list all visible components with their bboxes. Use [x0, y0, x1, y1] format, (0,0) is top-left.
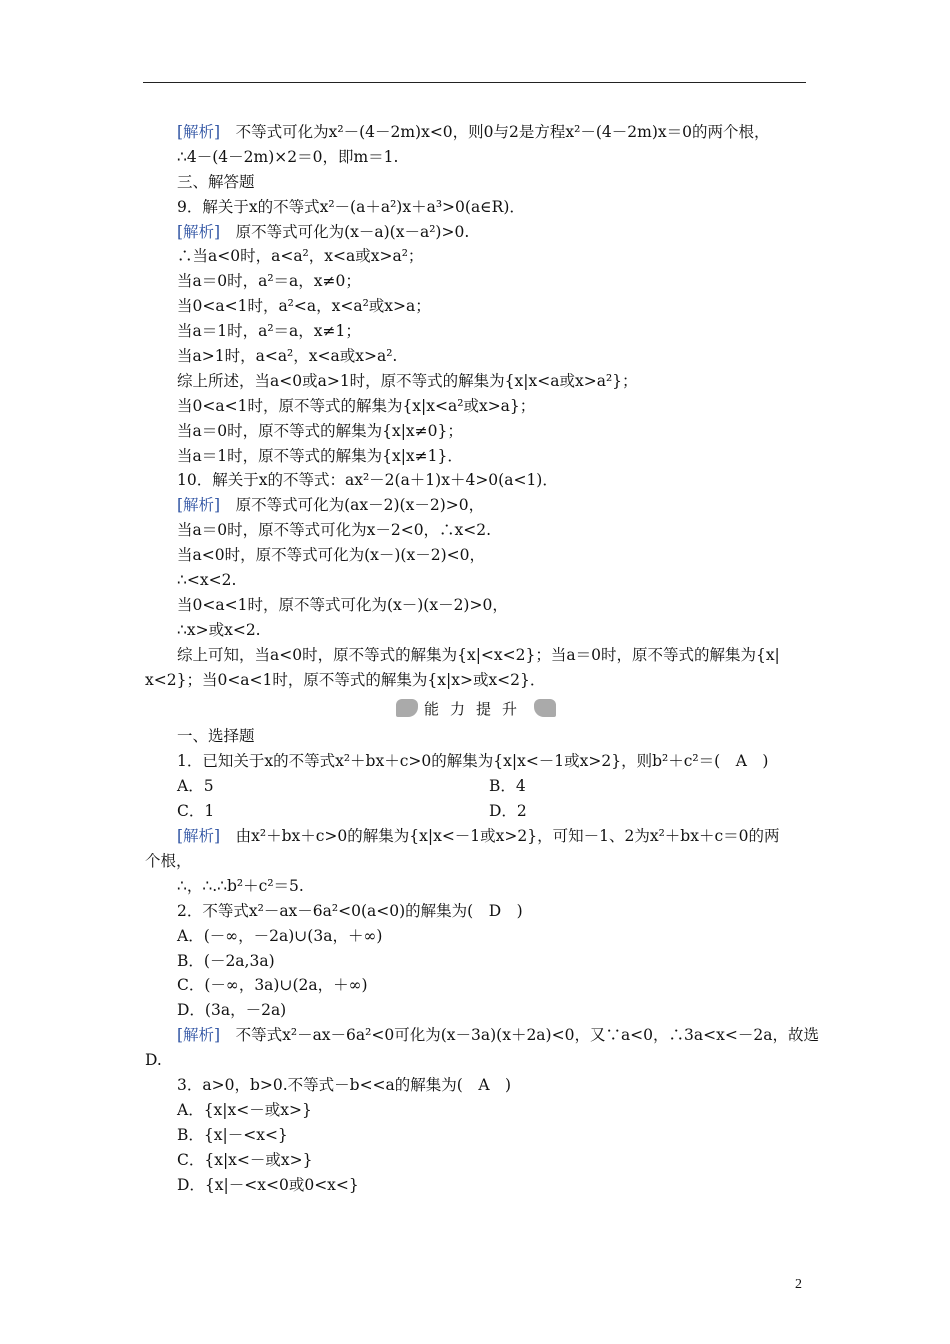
text-line: [145, 195, 807, 220]
text-line: [145, 493, 807, 518]
text-line: [145, 369, 807, 394]
line-text: 1．已知关于x的不等式x²＋bx＋c>0的解集为{x|x<－1或x>2}，则b²＋c²＝( A ): [177, 752, 769, 771]
text-line: [145, 170, 807, 195]
text-line: [145, 394, 807, 419]
line-text: ∴4－(4－2m)×2＝0，即m＝1.: [177, 147, 399, 166]
page-content: [145, 120, 819, 1197]
text-line: [145, 749, 807, 774]
text-line: [145, 120, 807, 145]
section-heading: [145, 692, 807, 724]
line-text: B．{x|－<x<}: [177, 1125, 288, 1144]
text-line: [145, 874, 807, 899]
text-line: [145, 618, 807, 643]
text-line: [145, 244, 807, 269]
line-text: 当0<a<1时，原不等式的解集为{x|x<a²或x>a}；: [177, 396, 536, 415]
line-text: 原不等式可化为(ax－2)(x－2)>0，: [220, 496, 485, 515]
analysis-tag: [解析]: [177, 1026, 221, 1045]
text-line: [145, 220, 807, 245]
option-row: [145, 799, 807, 824]
text-line: [145, 294, 807, 319]
analysis-tag: [解析]: [177, 827, 221, 846]
text-line: [145, 543, 807, 568]
line-text: C．{x|x<－或x>}: [177, 1150, 313, 1169]
line-text: C．(－∞，3a)∪(2a，＋∞): [177, 976, 368, 995]
line-text: 当0<a<1时，原不等式可化为(x－)(x－2)>0，: [177, 595, 508, 614]
text-line: [145, 319, 807, 344]
text-line: [145, 1048, 807, 1073]
analysis-tag: [解析]: [177, 222, 221, 241]
option-row: [145, 774, 807, 799]
text-line: [145, 973, 807, 998]
line-text: ∴<x<2.: [177, 571, 237, 590]
line-text: 不等式可化为x²－(4－2m)x<0，则0与2是方程x²－(4－2m)x＝0的两个根，: [220, 123, 770, 141]
line-text: 当0<a<1时，a²<a，x<a²或x>a；: [177, 297, 431, 316]
line-text: 个根，: [145, 851, 192, 870]
line-text: 9．解关于x的不等式x²－(a＋a²)x＋a³>0(a∈R)．: [177, 197, 525, 216]
line-text: 当a>1时，a<a²，x<a或x>a².: [177, 347, 398, 366]
line-text: 3．a>0，b>0.不等式－b<<a的解集为( A ): [177, 1075, 512, 1094]
line-text: 当a＝0时，a²＝a，x≠0；: [177, 272, 361, 291]
option: C．1: [177, 802, 215, 821]
line-text: D.: [145, 1051, 162, 1070]
line-text: A．{x|x<－或x>}: [177, 1100, 312, 1119]
line-text: 一、选择题: [177, 727, 255, 746]
text-line: [145, 593, 807, 618]
text-line: [145, 1023, 819, 1048]
line-text: 原不等式可化为(x－a)(x－a²)>0.: [220, 222, 470, 241]
text-line: [145, 668, 807, 693]
text-line: [145, 1148, 807, 1173]
open-quote-icon: [396, 699, 418, 717]
option: A．5: [177, 777, 214, 796]
line-text: 由x²＋bx＋c>0的解集为{x|x<－1或x>2}，可知－1、2为x²＋bx＋c＝0的两: [220, 827, 780, 846]
text-line: [145, 269, 807, 294]
text-line: [145, 568, 807, 593]
line-text: 10．解关于x的不等式：ax²－2(a＋1)x＋4>0(a<1)．: [177, 471, 558, 490]
line-text: 当a＝1时，a²＝a，x≠1；: [177, 322, 361, 341]
text-line: [145, 518, 807, 543]
option: D．2: [489, 802, 527, 821]
line-text: ∴当a<0时，a<a²，x<a或x>a²；: [177, 247, 424, 266]
text-line: [145, 824, 807, 849]
text-line: [145, 145, 807, 170]
text-line: [145, 899, 807, 924]
header-rule: [143, 82, 806, 83]
option: B．4: [489, 777, 526, 796]
line-text: A．(－∞，－2a)∪(3a，＋∞): [177, 926, 383, 945]
text-line: [145, 643, 807, 668]
line-text: 三、解答题: [177, 172, 255, 191]
line-text: 2．不等式x²－ax－6a²<0(a<0)的解集为( D ): [177, 901, 523, 920]
close-quote-icon: [534, 699, 556, 717]
analysis-tag: [解析]: [177, 496, 221, 515]
line-text: 当a＝0时，原不等式可化为x－2<0，∴x<2.: [177, 521, 492, 540]
text-line: [145, 1073, 807, 1098]
text-line: [145, 724, 807, 749]
text-line: [145, 344, 807, 369]
line-text: x<2}；当0<a<1时，原不等式的解集为{x|x>或x<2}．: [145, 670, 546, 689]
line-text: 综上所述，当a<0或a>1时，原不等式的解集为{x|x<a或x>a²}；: [177, 371, 638, 390]
page-number: 2: [795, 1277, 802, 1292]
section-heading-text: 能力提升: [423, 699, 528, 718]
line-text: D．{x|－<x<0或0<x<}: [177, 1175, 359, 1194]
line-text: B．(－2a,3a): [177, 951, 275, 970]
exercises-block: [145, 724, 819, 1197]
text-line: [145, 949, 807, 974]
text-line: [145, 1123, 807, 1148]
text-line: [145, 444, 807, 469]
line-text: D．(3a，－2a): [177, 1001, 287, 1020]
line-text: ∴x>或x<2.: [177, 620, 261, 639]
text-line: [145, 1173, 807, 1198]
text-line: [145, 998, 807, 1023]
line-text: ∴，∴.∴b²＋c²＝5.: [177, 876, 304, 895]
text-line: [145, 849, 807, 874]
text-line: [145, 1098, 807, 1123]
line-text: 当a＝0时，原不等式的解集为{x|x≠0}；: [177, 421, 463, 440]
text-line: [145, 468, 807, 493]
line-text: 当a＝1时，原不等式的解集为{x|x≠1}．: [177, 446, 463, 465]
text-line: [145, 924, 807, 949]
answers-block: [145, 120, 807, 692]
line-text: 当a<0时，原不等式可化为(x－)(x－2)<0，: [177, 546, 485, 565]
line-text: 综上可知，当a<0时，原不等式的解集为{x|<x<2}；当a＝0时，原不等式的解集为{x|: [177, 645, 780, 664]
line-text: 不等式x²－ax－6a²<0可化为(x－3a)(x＋2a)<0，又∵a<0，∴3a<x<－2a，故选: [220, 1026, 819, 1045]
analysis-tag: [解析]: [177, 123, 221, 141]
text-line: [145, 419, 807, 444]
